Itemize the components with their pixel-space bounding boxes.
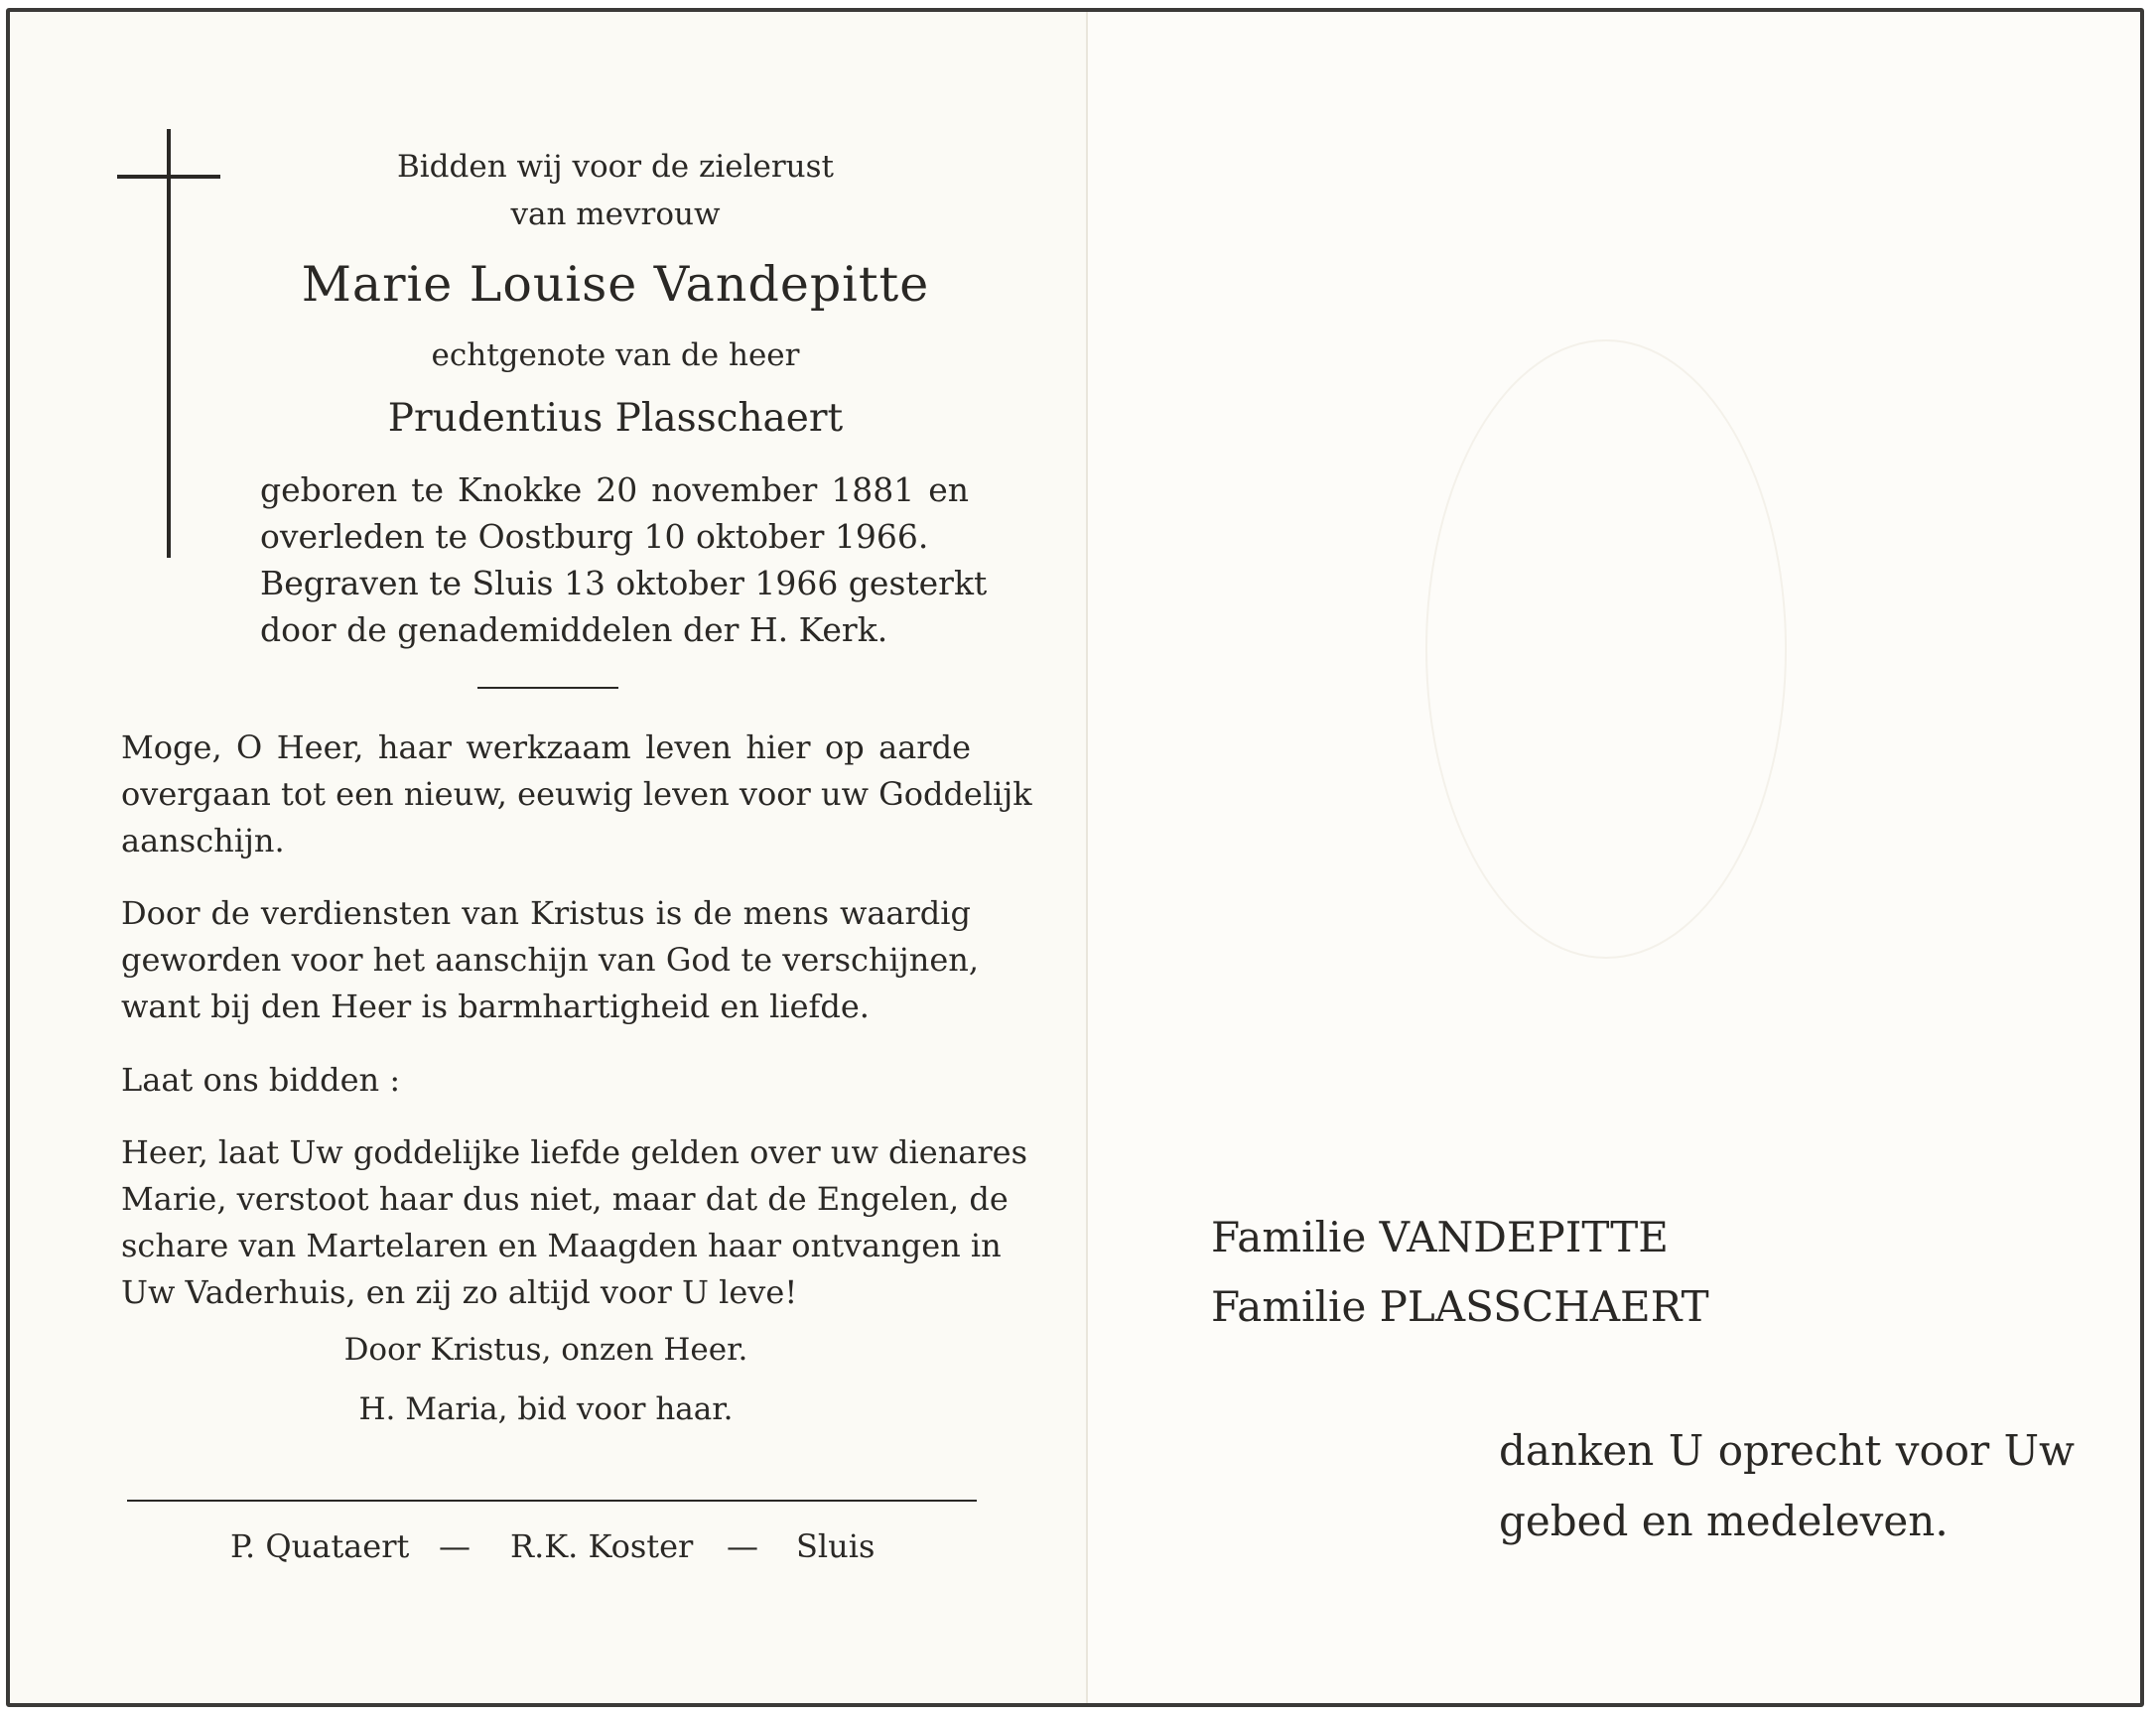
printer-dash-2: —: [727, 1527, 758, 1565]
header-line-2: van mevrouw: [510, 197, 721, 232]
thanks-line: danken U oprecht voor Uw: [1499, 1426, 2075, 1475]
prayer-line: Uw Vaderhuis, en zij zo altijd voor U leve!: [121, 1273, 798, 1311]
left-panel: [10, 12, 1086, 1703]
memorial-card: [6, 8, 2144, 1707]
prayer-line: Marie, verstoot haar dus niet, maar dat de Engelen, de: [121, 1180, 1009, 1218]
closing-line-2: H. Maria, bid voor haar.: [358, 1391, 734, 1427]
spouse-name: Prudentius Plasschaert: [387, 396, 844, 441]
bio-line: overleden te Oostburg 10 oktober 1966.: [260, 517, 929, 556]
bio-line: geboren te Knokke 20 november 1881 en: [260, 470, 969, 509]
cross-icon-bar: [117, 175, 220, 179]
printer-dash-1: —: [439, 1527, 471, 1565]
family-line-2: Familie PLASSCHAERT: [1211, 1282, 1709, 1331]
closing-line-1: Door Kristus, onzen Heer.: [343, 1332, 748, 1368]
deceased-name: Marie Louise Vandepitte: [301, 256, 930, 313]
divider-short: [477, 687, 618, 689]
bio-line: Begraven te Sluis 13 oktober 1966 gesterkt: [260, 564, 988, 602]
prayer-line: schare van Martelaren en Maagden haar ontvangen in: [121, 1227, 1002, 1264]
printer-place: Sluis: [796, 1527, 876, 1565]
cross-icon: [167, 129, 171, 558]
embossed-oval: [1425, 339, 1787, 959]
header-line-1: Bidden wij voor de zielerust: [396, 149, 835, 185]
paragraph-1-line: overgaan tot een nieuw, eeuwig leven voor uw Goddelijk: [121, 775, 1032, 813]
paragraph-2-line: geworden voor het aanschijn van God te verschijnen,: [121, 941, 980, 979]
prayer-intro: Laat ons bidden :: [121, 1061, 401, 1099]
paragraph-2-line: want bij den Heer is barmhartigheid en liefde.: [121, 988, 870, 1025]
printer-role: R.K. Koster: [510, 1527, 694, 1565]
paragraph-2-line: Door de verdiensten van Kristus is de mens waardig: [121, 894, 971, 932]
bio-line: door de genademiddelen der H. Kerk.: [260, 610, 888, 649]
divider-long: [127, 1500, 977, 1502]
prayer-line: Heer, laat Uw goddelijke liefde gelden over uw dienares: [121, 1133, 1028, 1171]
thanks-line: gebed en medeleven.: [1499, 1497, 1949, 1545]
paragraph-1-line: Moge, O Heer, haar werkzaam leven hier op aarde: [121, 728, 971, 766]
paragraph-1-line: aanschijn.: [121, 822, 285, 859]
printer-name: P. Quataert: [230, 1527, 410, 1565]
family-line-1: Familie VANDEPITTE: [1211, 1213, 1669, 1261]
spouse-intro: echtgenote van de heer: [431, 337, 800, 373]
